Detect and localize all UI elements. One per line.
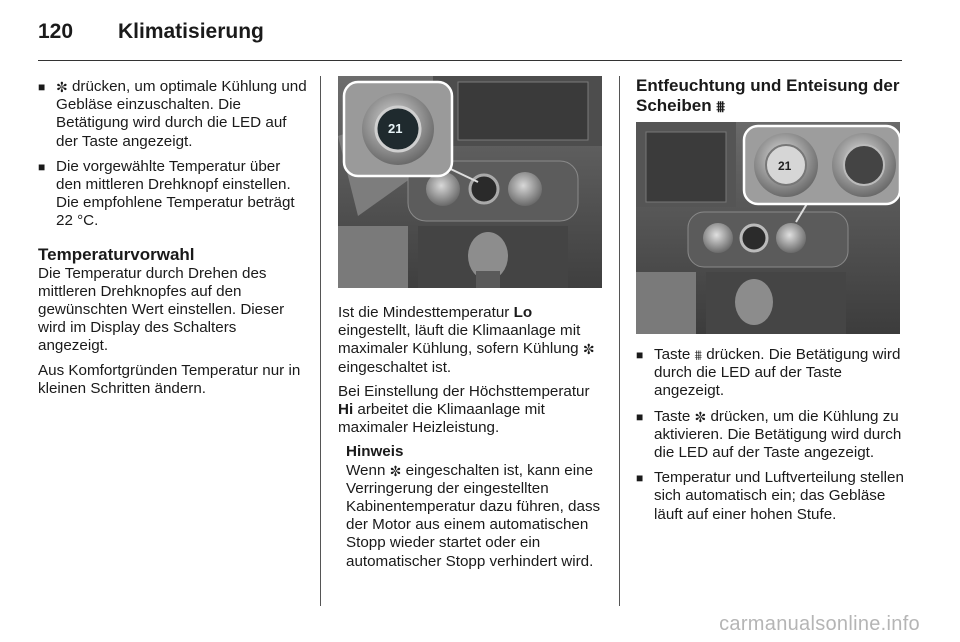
list-item: ■ Die vorgewählte Temperatur über den mittleren Drehknopf einstellen. Die empfohlene Temperatur beträgt 22 °C. xyxy=(38,158,308,231)
windscreen-defrost-icon: ⩩ xyxy=(716,99,725,116)
note-box xyxy=(338,443,606,570)
paragraph: Die Temperatur durch Drehen des mittleren Drehknopfes auf den gewünschten Wert einstellen. Dieser wird im Display des Schalters angezeigt. xyxy=(38,264,285,355)
climate-control-photo xyxy=(338,76,602,288)
display-readout: 21 xyxy=(778,159,792,173)
paragraph: Bei Einstellung der Höchsttemperatur Hi arbeitet die Klimaanlage mit maximaler Heizleistung. xyxy=(338,382,590,437)
list-item: ■ Taste ✼ drücken, um die Kühlung zu aktivieren. Die Betätigung wird durch die LED auf der Taste angezeigt. xyxy=(636,408,904,463)
snowflake-icon: ✼ xyxy=(56,79,68,95)
snowflake-icon: ✼ xyxy=(582,341,595,358)
paragraph: Ist die Mindesttemperatur Lo eingestellt, läuft die Klimaanlage mit maximaler Kühlung, sofern Kühlung ✼ eingeschaltet ist. xyxy=(338,304,595,376)
note-title: Hinweis xyxy=(346,443,404,461)
section-heading-temperature: Temperaturvorwahl xyxy=(38,244,195,264)
snowflake-icon: ✼ xyxy=(694,408,707,425)
right-column xyxy=(636,76,904,531)
paragraph: Aus Komfortgründen Temperatur nur in kleinen Schritten ändern. xyxy=(38,361,301,397)
column-divider-1 xyxy=(320,76,321,606)
defrost-control-photo xyxy=(636,122,900,334)
chapter-title: Klimatisierung xyxy=(118,20,264,43)
page-header xyxy=(38,14,902,61)
middle-column xyxy=(338,76,606,571)
snowflake-icon: ✼ xyxy=(389,462,402,479)
list-item: ■ ✼ drücken, um optimale Kühlung und Gebläse einzuschalten. Die Betätigung wird durch die LED auf der Taste angezeigt. xyxy=(38,78,308,151)
list-item: ■ Taste ⩩ drücken. Die Betätigung wird durch die LED auf der Taste angezeigt. xyxy=(636,346,904,401)
display-readout: 21 xyxy=(388,121,403,136)
column-divider-2 xyxy=(619,76,620,606)
watermark: carmanualsonline.info xyxy=(719,613,920,635)
page-number: 120 xyxy=(38,20,74,43)
windscreen-defrost-icon: ⩩ xyxy=(694,347,703,363)
section-heading-defrost: Entfeuchtung und Enteisung der Scheiben ⩩ xyxy=(636,76,900,116)
note-text: Wenn ✼ eingeschalten ist, kann eine Verringerung der eingestellten Kabinentemperatur dazu führen, dass der Motor aus einem automatischen Stopp wieder startet oder ein automatischer Stopp verhindert wird. xyxy=(346,461,601,570)
left-column xyxy=(38,78,308,404)
list-item: ■ Temperatur und Luftverteilung stellen sich automatisch ein; das Gebläse läuft auf einer hohen Stufe. xyxy=(636,469,904,524)
